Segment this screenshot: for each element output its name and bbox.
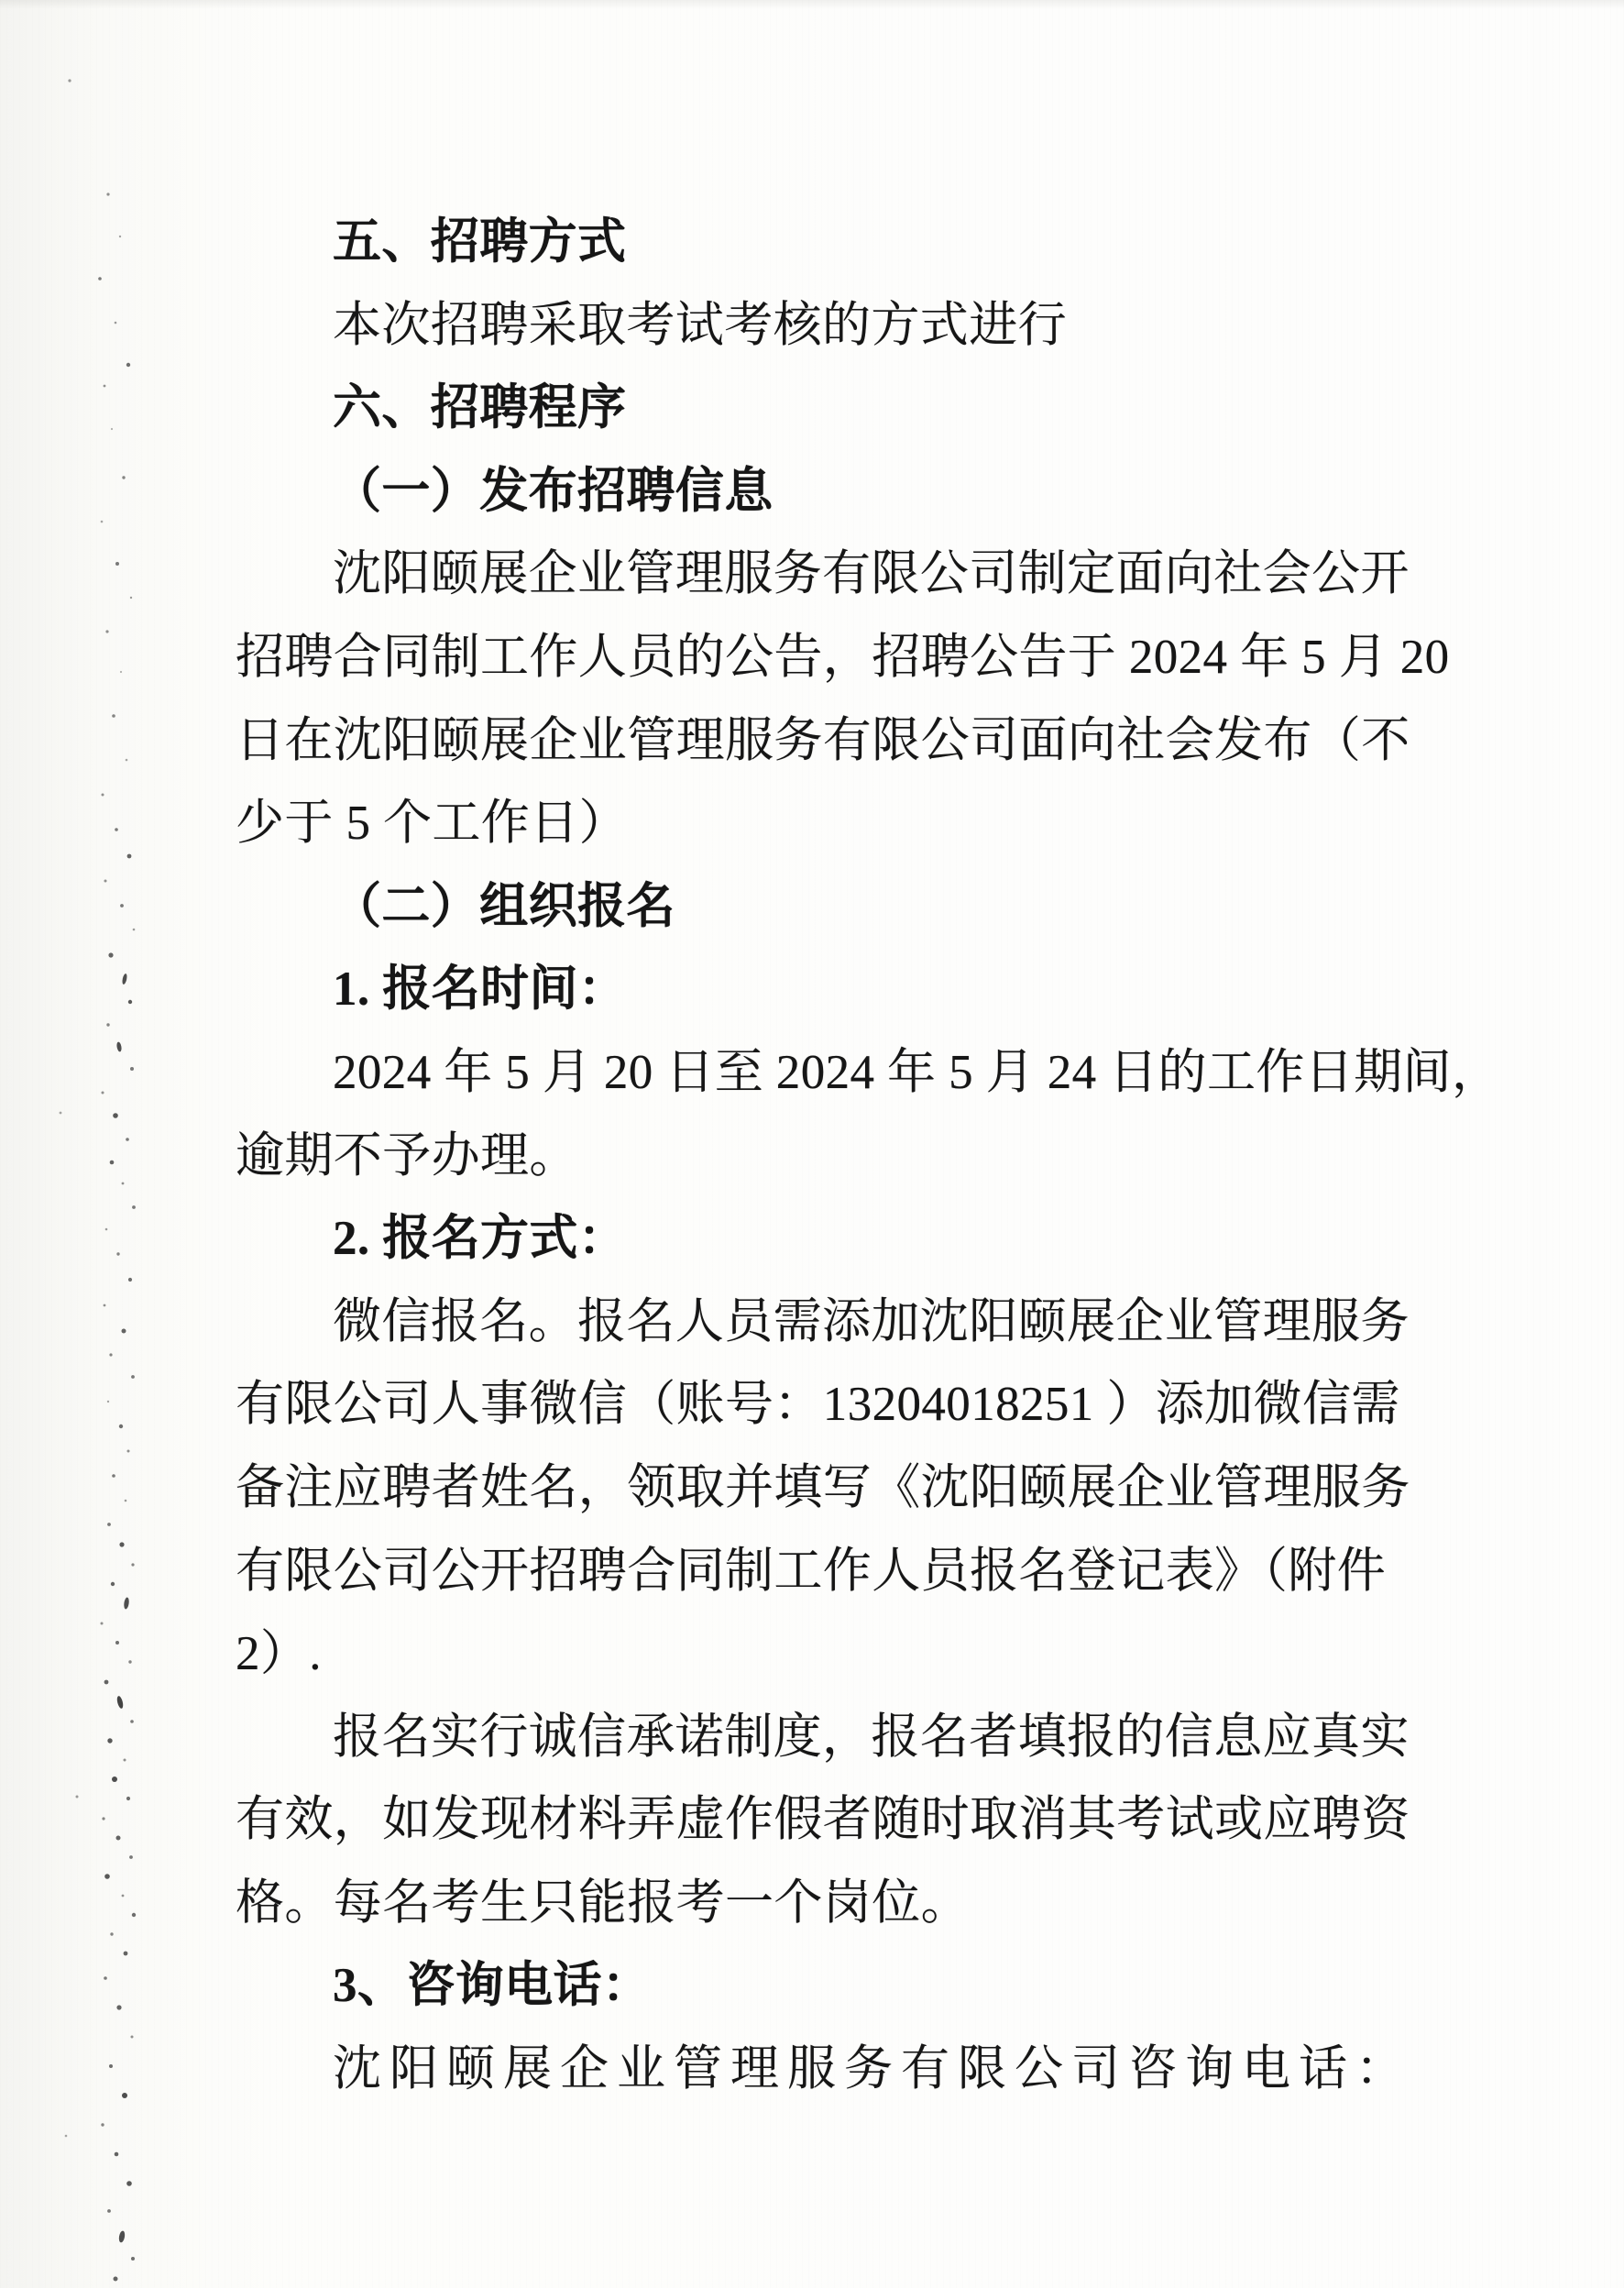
paragraph-line: 2024 年 5 月 20 日至 2024 年 5 月 24 日的工作日期间， xyxy=(333,1045,1501,1099)
paragraph-line: 日在沈阳颐展企业管理服务有限公司面向社会发布（不 xyxy=(236,713,1410,767)
paragraph-line: 沈阳颐展企业管理服务有限公司咨询电话： xyxy=(333,2042,1412,2096)
section-heading-recruitment-method: 五、招聘方式 xyxy=(333,215,627,269)
paragraph-line: 有限公司公开招聘合同制工作人员报名登记表》（附件 xyxy=(236,1544,1387,1598)
document-text xyxy=(236,201,1501,2111)
subsection-heading-organize-registration: （二）组织报名 xyxy=(333,879,675,933)
subsection-heading-publish-recruitment-info: （一）发布招聘信息 xyxy=(333,464,774,518)
paragraph-line: 有限公司人事微信（账号：13204018251 ）添加微信需 xyxy=(236,1378,1400,1432)
item-heading-consultation-phone: 3、咨询电话： xyxy=(333,1959,652,2013)
paragraph-line: 微信报名。报名人员需添加沈阳颐展企业管理服务 xyxy=(333,1294,1410,1348)
paragraph-line: 备注应聘者姓名，领取并填写《沈阳颐展企业管理服务 xyxy=(236,1460,1410,1514)
paragraph-line: 沈阳颐展企业管理服务有限公司制定面向社会公开 xyxy=(333,547,1410,601)
paragraph-line: 少于 5 个工作日） xyxy=(236,797,628,851)
paragraph-line: 逾期不予办理。 xyxy=(236,1128,578,1182)
paragraph-line: 2）. xyxy=(236,1627,322,1681)
item-heading-registration-time: 1. 报名时间： xyxy=(333,962,628,1017)
paragraph-line: 招聘合同制工作人员的公告，招聘公告于 2024 年 5 月 20 xyxy=(236,630,1450,684)
section-heading-recruitment-procedure: 六、招聘程序 xyxy=(333,381,627,435)
item-heading-registration-method: 2. 报名方式： xyxy=(333,1212,628,1266)
paragraph-line: 格。每名考生只能报考一个岗位。 xyxy=(236,1876,970,1930)
paragraph-line: 本次招聘采取考试考核的方式进行 xyxy=(333,298,1067,352)
paragraph-line: 报名实行诚信承诺制度，报名者填报的信息应真实 xyxy=(333,1710,1410,1764)
paragraph-line: 有效，如发现材料弄虚作假者随时取消其考试或应聘资 xyxy=(236,1793,1410,1847)
